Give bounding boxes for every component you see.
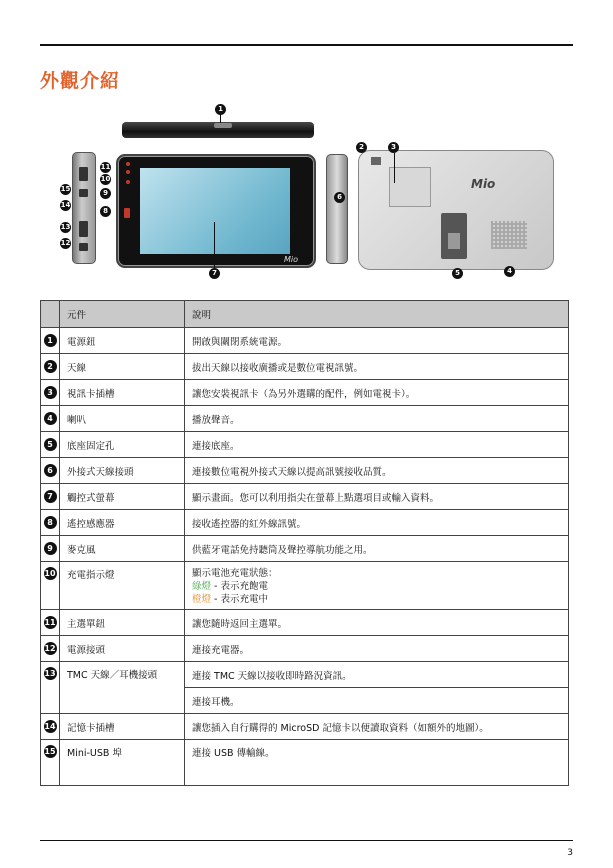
component-name: 記憶卡插槽 [60,714,185,740]
green-light-text: - 表示充飽電 [211,581,268,592]
number-badge: 14 [44,722,56,731]
callout-1: 1 [215,104,226,115]
led-graphic [126,162,130,166]
orange-light-label: 橙燈 [192,594,212,605]
table-row [41,662,569,688]
component-name: 外接式天線接頭 [60,458,185,484]
component-description: 讓您插入自行購得的 MicroSD 記憶卡以便讀取資料（如額外的地圖）。 [185,714,569,740]
number-badge: 15 [44,747,56,756]
component-description: 播放聲音。 [185,406,569,432]
number-badge: 12 [44,644,56,653]
device-front-view [116,154,316,268]
green-light-label: 綠燈 [192,581,212,592]
device-illustration [60,104,560,284]
number-badge: 5 [44,438,57,451]
number-badge: 8 [44,516,57,529]
component-name: 電源接頭 [60,636,185,662]
table-row [41,636,569,662]
component-name: Mini-USB 埠 [60,740,185,786]
number-badge: 13 [44,669,56,678]
table-row [41,484,569,510]
number-badge: 9 [44,542,57,555]
component-description: 讓您安裝視訊卡（為另外選購的配件，例如電視卡）。 [185,380,569,406]
table-row [41,432,569,458]
back-logo: Mio [471,177,496,191]
orange-line [192,593,561,606]
power-button-graphic [214,123,232,128]
device-right-view [326,154,348,264]
charge-description [185,562,569,610]
component-name: 麥克風 [60,536,185,562]
number-badge: 1 [44,334,57,347]
device-back-view [358,150,554,270]
front-logo: Mio [283,255,298,264]
table-row [41,354,569,380]
callout-7: 7 [209,268,220,279]
device-left-view [72,152,96,264]
callout-11: 11 [100,163,111,171]
callout-13: 13 [60,223,71,231]
callout-12: 12 [60,239,71,247]
header-description: 說明 [185,301,569,328]
component-description: 連接充電器。 [185,636,569,662]
number-badge: 11 [44,618,56,627]
page-number: 3 [567,848,573,858]
header-component: 元件 [60,301,185,328]
component-name: 天線 [60,354,185,380]
number-badge: 6 [44,464,57,477]
callout-9: 9 [100,188,111,199]
leader-line [214,222,215,270]
component-description: 連接 USB 傳輸線。 [185,740,569,786]
led-graphic [126,180,130,184]
component-description: 連接耳機。 [185,688,569,714]
top-rule [40,44,573,46]
number-badge: 2 [44,360,57,373]
page-title: 外觀介紹 [40,70,121,92]
component-table [40,300,569,786]
callout-4: 4 [504,266,515,277]
callout-5: 5 [452,268,463,279]
callout-2: 2 [356,142,367,153]
table-row [41,610,569,636]
remote-sensor-graphic [124,208,130,218]
leader-line [220,114,221,123]
table-row [41,714,569,740]
component-description: 連接 TMC 天線以接收即時路況資訊。 [185,662,569,688]
component-name: 觸控式螢幕 [60,484,185,510]
charge-status-text: 顯示電池充電狀態： [192,568,278,579]
component-description: 顯示畫面。您可以利用指尖在螢幕上點選項目或輸入資料。 [185,484,569,510]
card-slot-graphic [389,167,431,207]
component-description: 連接底座。 [185,432,569,458]
bottom-rule [40,840,573,841]
device-top-view [122,122,314,138]
table-row [41,458,569,484]
port-graphic [79,167,88,181]
table-row [41,380,569,406]
table-row [41,510,569,536]
led-graphic [126,170,130,174]
component-name: 遙控感應器 [60,510,185,536]
callout-15: 15 [60,185,71,193]
component-description: 讓您隨時返回主選單。 [185,610,569,636]
component-name: TMC 天線／耳機接頭 [60,662,185,714]
component-name: 喇叭 [60,406,185,432]
table-row [41,562,569,610]
component-description: 供藍牙電話免持聽筒及聲控導航功能之用。 [185,536,569,562]
number-badge: 4 [44,412,57,425]
table-row [41,536,569,562]
callout-14: 14 [60,201,71,209]
port-graphic [79,189,88,197]
number-badge: 3 [44,386,57,399]
number-badge: 7 [44,490,57,503]
callout-6: 6 [334,192,345,203]
component-name: 視訊卡插槽 [60,380,185,406]
component-description: 開啟與關閉系統電源。 [185,328,569,354]
component-name: 電源鈕 [60,328,185,354]
cradle-holes-graphic [441,213,467,259]
component-name: 底座固定孔 [60,432,185,458]
touch-screen-graphic [140,168,290,254]
callout-3: 3 [388,142,399,153]
table-row [41,328,569,354]
leader-line [394,153,395,183]
component-description: 接收遙控器的紅外線訊號。 [185,510,569,536]
number-badge: 10 [44,569,56,578]
speaker-grille-graphic [491,221,527,249]
port-graphic [79,221,88,237]
table-header-row [41,301,569,328]
table-row [41,406,569,432]
green-line [192,580,561,593]
component-name: 主選單鈕 [60,610,185,636]
orange-light-text: - 表示充電中 [211,594,268,605]
component-description: 連接數位電視外接式天線以提高訊號接收品質。 [185,458,569,484]
component-name: 充電指示燈 [60,562,185,610]
header-num [41,301,60,328]
component-description: 拔出天線以接收廣播或是數位電視訊號。 [185,354,569,380]
callout-10: 10 [100,175,111,183]
callout-8: 8 [100,206,111,217]
table-row [41,740,569,786]
antenna-graphic [371,157,381,165]
port-graphic [79,243,88,251]
